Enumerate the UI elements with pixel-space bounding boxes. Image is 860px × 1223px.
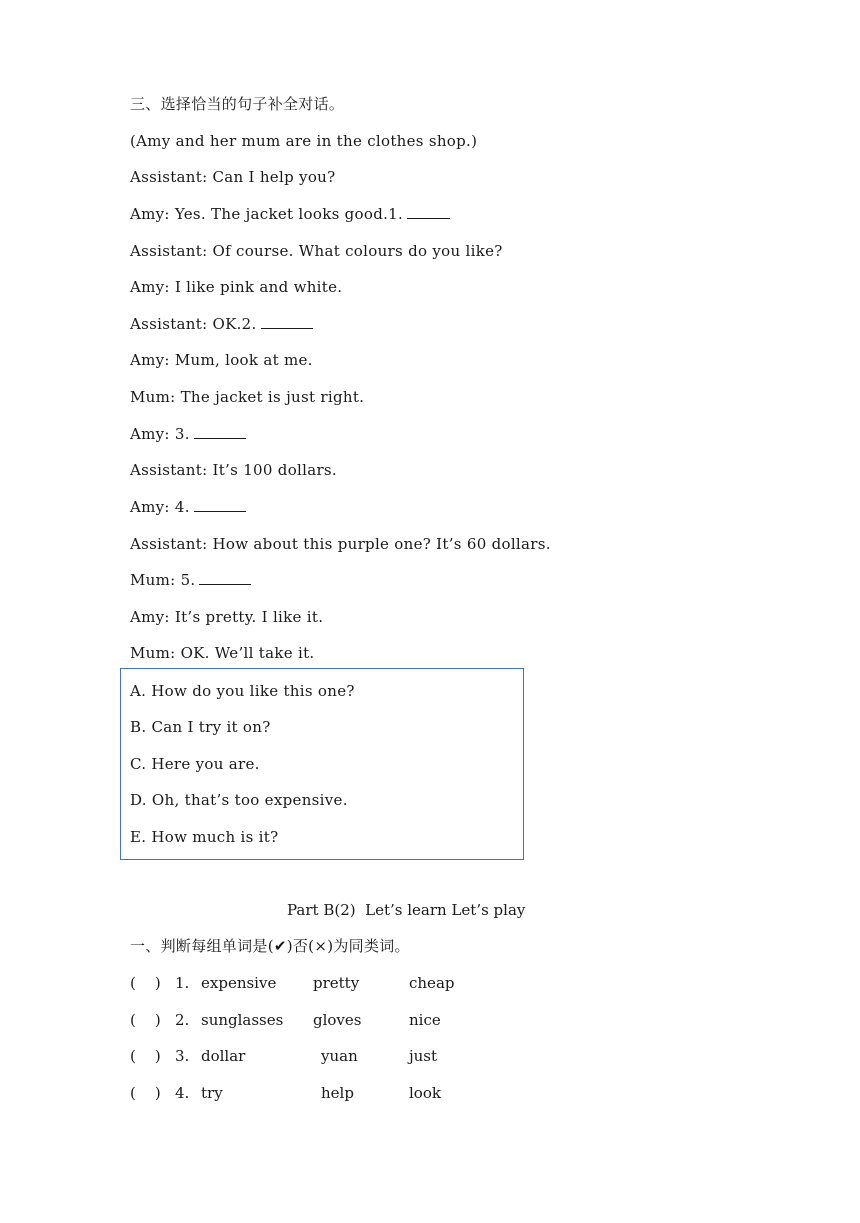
dialogue-text: Amy: Yes. The jacket looks good.1. — [130, 205, 404, 223]
dialogue-line: Assistant: It’s 100 dollars. — [130, 461, 337, 479]
answer-blank-1[interactable] — [407, 204, 450, 219]
answer-blank-3[interactable] — [194, 424, 246, 439]
word-3: nice — [409, 1011, 441, 1029]
dialogue-line-blank-4 — [130, 497, 246, 517]
item-number: 3. — [175, 1047, 190, 1065]
dialogue-text: Amy: 3. — [130, 425, 190, 443]
scene-description: (Amy and her mum are in the clothes shop.) — [130, 132, 478, 150]
dialogue-line-blank-5 — [130, 570, 251, 590]
dialogue-line: Assistant: Of course. What colours do you like? — [130, 242, 503, 260]
answer-paren[interactable]: ( ) — [130, 1047, 161, 1065]
dialogue-line: Assistant: Can I help you? — [130, 168, 336, 186]
word-2: help — [321, 1084, 354, 1102]
option-e: E. How much is it? — [130, 828, 279, 846]
answer-blank-4[interactable] — [194, 497, 246, 512]
dialogue-line: Mum: OK. We’ll take it. — [130, 644, 315, 662]
option-c: C. Here you are. — [130, 755, 260, 773]
answer-paren[interactable]: ( ) — [130, 1011, 161, 1029]
dialogue-line: Amy: It’s pretty. I like it. — [130, 608, 324, 626]
item-number: 4. — [175, 1084, 190, 1102]
options-box — [120, 668, 524, 860]
word-2: pretty — [313, 974, 360, 992]
word-1: expensive — [201, 974, 277, 992]
answer-blank-5[interactable] — [199, 570, 251, 585]
word-2: gloves — [313, 1011, 362, 1029]
dialogue-line: Amy: Mum, look at me. — [130, 351, 313, 369]
word-1: dollar — [201, 1047, 246, 1065]
item-number: 1. — [175, 974, 190, 992]
word-1: try — [201, 1084, 223, 1102]
word-group-row — [130, 1083, 441, 1223]
word-3: look — [409, 1084, 441, 1102]
dialogue-text: Assistant: OK.2. — [130, 315, 257, 333]
dialogue-line: Assistant: How about this purple one? It’s 60 dollars. — [130, 535, 551, 553]
option-a: A. How do you like this one? — [130, 682, 355, 700]
dialogue-line-blank-1 — [130, 204, 450, 224]
answer-paren[interactable]: ( ) — [130, 1084, 161, 1102]
word-3: cheap — [409, 974, 455, 992]
answer-blank-2[interactable] — [261, 314, 313, 329]
word-1: sunglasses — [201, 1011, 284, 1029]
dialogue-line: Amy: I like pink and white. — [130, 278, 343, 296]
word-3: just — [409, 1047, 438, 1065]
option-b: B. Can I try it on? — [130, 718, 271, 736]
dialogue-line: Mum: The jacket is just right. — [130, 388, 365, 406]
option-d: D. Oh, that’s too expensive. — [130, 791, 348, 809]
item-number: 2. — [175, 1011, 190, 1029]
answer-paren[interactable]: ( ) — [130, 974, 161, 992]
dialogue-text: Amy: 4. — [130, 498, 190, 516]
section-3-heading: 三、选择恰当的句子补全对话。 — [130, 95, 345, 113]
dialogue-line-blank-3 — [130, 424, 246, 444]
word-2: yuan — [321, 1047, 358, 1065]
dialogue-line-blank-2 — [130, 314, 313, 334]
dialogue-text: Mum: 5. — [130, 571, 196, 589]
part-b-title: Part B(2) Let’s learn Let’s play — [287, 901, 526, 919]
part-b-heading: 一、判断每组单词是(✔)否(×)为同类词。 — [130, 937, 410, 955]
